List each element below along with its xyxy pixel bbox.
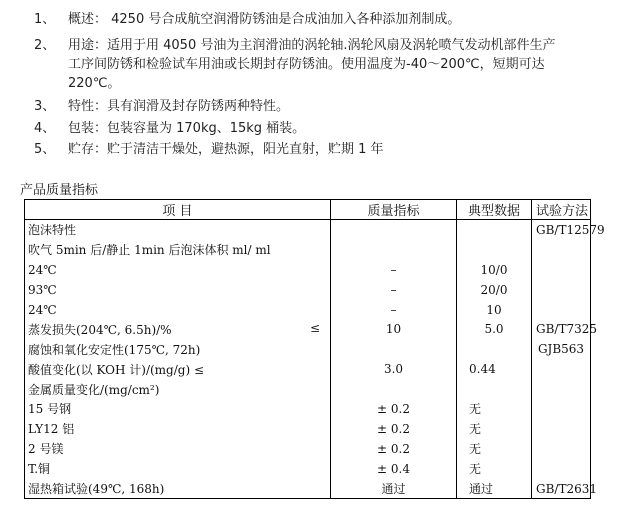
cell-typical: 20/0 [457,280,532,300]
table-row [25,399,591,419]
table-row [25,379,591,399]
cell-spec [331,379,457,399]
cell-item-text: 泡沫特性 [28,223,77,238]
intro-item-number: 3、 [34,99,56,114]
cell-item [25,319,331,339]
cell-item-text: T.铜 [28,462,51,477]
cell-method [532,439,591,459]
table-row [25,220,591,240]
intro-item-number: 4、 [34,121,56,136]
cell-typical [457,220,532,240]
cell-method [532,260,591,280]
cell-item-text: 湿热箱试验(49℃, 168h) [28,482,165,497]
cell-spec: ± 0.2 [331,439,457,459]
column-header-method: 试验方法 [532,200,591,220]
cell-item [25,339,331,359]
cell-item [25,379,331,399]
cell-item [25,240,331,260]
column-header-spec: 质量指标 [331,200,457,220]
cell-method [532,459,591,479]
cell-item-text: 蒸发损失(204℃, 6.5h)/% [28,322,172,337]
cell-typical: 无 [457,399,532,419]
table-row [25,359,591,379]
table-row [25,319,591,339]
cell-item-text: 腐蚀和氧化安定性(175℃, 72h) [28,342,201,357]
cell-item-text: 93℃ [28,282,57,297]
intro-item-text: 概述： 4250 号合成航空润滑防锈油是合成油加入各种添加剂制成。 [68,12,461,27]
intro-item-2 [34,36,555,55]
cell-typical: 无 [457,419,532,439]
cell-typical: 10 [457,300,532,320]
cell-item [25,359,331,379]
column-header-typical: 典型数据 [457,200,532,220]
cell-item [25,399,331,419]
intro-item-2-line-2: 工序间防锈和检验试车用油或长期封存防锈油。使用温度为-40～200℃，短期可达 [68,57,545,72]
cell-item-text: 2 号镁 [28,442,64,457]
less-equal-symbol: ≤ [309,320,320,335]
cell-spec: 通过 [331,479,457,499]
intro-item-text: 贮存：贮于清洁干燥处，避热源，阳光直射，贮期 1 年 [68,142,384,157]
cell-spec: – [331,260,457,280]
intro-item-2-line-3: 220℃。 [68,76,121,91]
cell-method [532,280,591,300]
intro-item-text: 用途：适用于用 4050 号油为主润滑油的涡轮轴.涡轮风扇及涡轮喷气发动机部件生产 [68,38,556,53]
cell-method [532,300,591,320]
cell-method [532,419,591,439]
intro-item-number: 5、 [34,142,56,157]
cell-spec [331,220,457,240]
cell-item [25,300,331,320]
cell-method: GB/T7325 [532,319,591,339]
intro-item-number: 2、 [34,38,56,53]
cell-typical: 0.44 [457,359,532,379]
table-title: 产品质量指标 [20,183,99,198]
table-row [25,439,591,459]
cell-method: GJB563 [532,339,591,359]
intro-item-1 [34,10,460,29]
quality-spec-table [24,199,605,499]
cell-method: GB/T12579 [532,220,591,240]
cell-item-text: LY12 铝 [28,422,75,437]
cell-item-text: 24℃ [28,262,57,277]
cell-spec: ± 0.2 [331,419,457,439]
intro-item-4 [34,119,305,138]
cell-spec: 3.0 [331,359,457,379]
table-body [25,220,605,499]
cell-item-text: 吹气 5min 后/静止 1min 后泡沫体积 ml/ ml [28,243,271,258]
intro-item-text: 特性：具有润滑及封存防锈两种特性。 [68,99,290,114]
table-row [25,459,591,479]
table-header-row [25,200,591,220]
cell-spec [331,240,457,260]
cell-spec: – [331,280,457,300]
cell-method [532,379,591,399]
cell-item-text: 酸值变化(以 KOH 计)/(mg/g) ≤ [28,362,204,377]
cell-item-text: 24℃ [28,302,57,317]
cell-item [25,220,331,240]
table-row [25,419,591,439]
cell-item [25,439,331,459]
cell-typical [457,240,532,260]
intro-item-5 [34,140,384,159]
intro-item-3 [34,97,289,116]
cell-item-text: 金属质量变化/(mg/cm²) [28,382,160,397]
table-row [25,280,591,300]
cell-typical: 10/0 [457,260,532,280]
cell-method [532,240,591,260]
cell-typical: 无 [457,439,532,459]
cell-spec: ± 0.4 [331,459,457,479]
cell-typical: 无 [457,459,532,479]
table-row [25,339,591,359]
cell-item [25,419,331,439]
intro-item-number: 1、 [34,12,56,27]
cell-method [532,359,591,379]
cell-spec: – [331,300,457,320]
cell-method [532,399,591,419]
cell-item-text: 15 号钢 [28,402,72,417]
table-row [25,260,591,280]
cell-item [25,479,331,499]
cell-typical: 5.0 [457,319,532,339]
table-row [25,240,591,260]
cell-typical [457,379,532,399]
intro-item-text: 包装：包装容量为 170kg、15kg 桶装。 [68,121,306,136]
cell-method: GB/T2631 [532,479,591,499]
cell-spec: 10 [331,319,457,339]
cell-item [25,260,331,280]
cell-typical: 通过 [457,479,532,499]
cell-item [25,459,331,479]
table-row [25,479,591,499]
cell-item [25,280,331,300]
cell-spec [331,339,457,359]
cell-spec: ± 0.2 [331,399,457,419]
cell-typical [457,339,532,359]
table-row [25,300,591,320]
column-header-item: 项 目 [25,200,331,220]
